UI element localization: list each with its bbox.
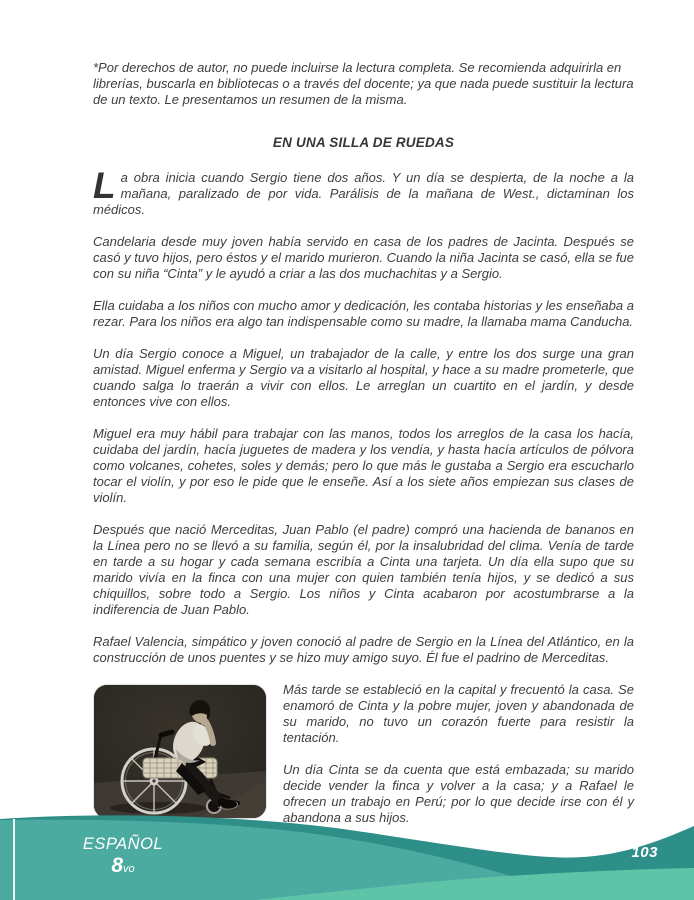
page-number: 103 xyxy=(631,844,658,861)
copyright-note: *Por derechos de autor, no puede incluirse la lectura completa. Se recomienda adquirirla en librerías, buscarla en bibliotecas o a través del docente; ya que nada puede sustituir la lectura de un texto. Le presentamos un resumen de la misma. xyxy=(93,60,634,107)
paragraph-beside-photo: Más tarde se estableció en la capital y frecuentó la casa. Se enamoró de Cinta y la pobre mujer, joven y abandonada de su marido, no tuvo un corazón fuerte para resistir la tentación. xyxy=(283,682,634,745)
brand-grade-suffix: vo xyxy=(123,862,135,875)
paragraph: Un día Sergio conoce a Miguel, un trabajador de la calle, y entre los dos surge una gran amistad. Miguel enferma y Sergio va a visitarlo al hospital, y hace a su madre prometerle, que cuando salga lo traerán a vivir con ellos. Le arreglan un cuartito en el jardín, y desde entonces vive con ellos. xyxy=(93,346,634,409)
paragraph: Después que nació Merceditas, Juan Pablo (el padre) compró una hacienda de bananos en la Línea pero no se llevó a su familia, según él, por la insalubridad del clima. Venía de tarde en tarde a su hogar y cada semana escribía a Cinta una tarjeta. Un día ella supo que su marido vivía en la finca con una mujer con quien también tenía hijos, y se dedicó a sus chiquillos, sobre todo a Sergio. Los niños y Cinta acabaron por acostumbrarse a la indiferencia de Juan Pablo. xyxy=(93,522,634,617)
page-title: EN UNA SILLA DE RUEDAS xyxy=(272,135,455,150)
paragraph: Candelaria desde muy joven había servido en casa de los padres de Jacinta. Después se casó y tuvo hijos, pero éstos y el marido murieron. Cuando la niña Jacinta se casó, ella se fue con su niña “Cinta” y le ayudó a criar a las dos muchachitas y a Sergio. xyxy=(93,234,634,281)
page-footer xyxy=(0,806,694,900)
brand-title: ESPAÑOL xyxy=(82,835,164,853)
drop-cap: L xyxy=(93,165,116,206)
paragraph-beside-photo: Un día Cinta se da cuenta que está embazada; su marido decide vender la finca y volver a la casa; y a Rafael le ofrecen un trabajo en Perú; por lo que decide irse con él y abandona a sus hijos. xyxy=(283,762,634,825)
paragraph: Miguel era muy hábil para trabajar con las manos, todos los arreglos de la casa los hacía, cuidaba del jardín, hacía juguetes de madera y los vendía, y hasta hacía artículos de pólvora como volcanes, cohetes, soles y demás; pero lo que más le gustaba a Sergio era escucharlo tocar el violín, y por eso le pide que le enseñe. Así a los siete años empiezan sus clases de violín. xyxy=(93,426,634,505)
wheelchair-photo-art xyxy=(94,685,266,818)
brand-grade xyxy=(78,855,168,876)
opening-paragraph-text: a obra inicia cuando Sergio tiene dos años. Y un día se despierta, de la noche a la mañana, paralizado de por vida. Parálisis de la mañana de West., dictaminan los médicos. xyxy=(93,170,634,217)
paragraph: Ella cuidaba a los niños con mucho amor y dedicación, les contaba historias y les enseñaba a rezar. Para los niños era algo tan indispensable como su madre, la llamaba mama Canducha. xyxy=(93,298,634,329)
footer-accent-line xyxy=(13,819,15,900)
brand-grade-number: 8 xyxy=(111,853,124,877)
wheelchair-photo xyxy=(93,684,267,819)
brand-logo xyxy=(78,836,168,876)
paragraph: Rafael Valencia, simpático y joven conoció al padre de Sergio en la Línea del Atlántico, en la construcción de unos puentes y se hizo muy amigo suyo. Él fue el padrino de Merceditas. xyxy=(93,634,634,665)
page-content xyxy=(93,60,634,842)
opening-paragraph xyxy=(93,165,634,218)
